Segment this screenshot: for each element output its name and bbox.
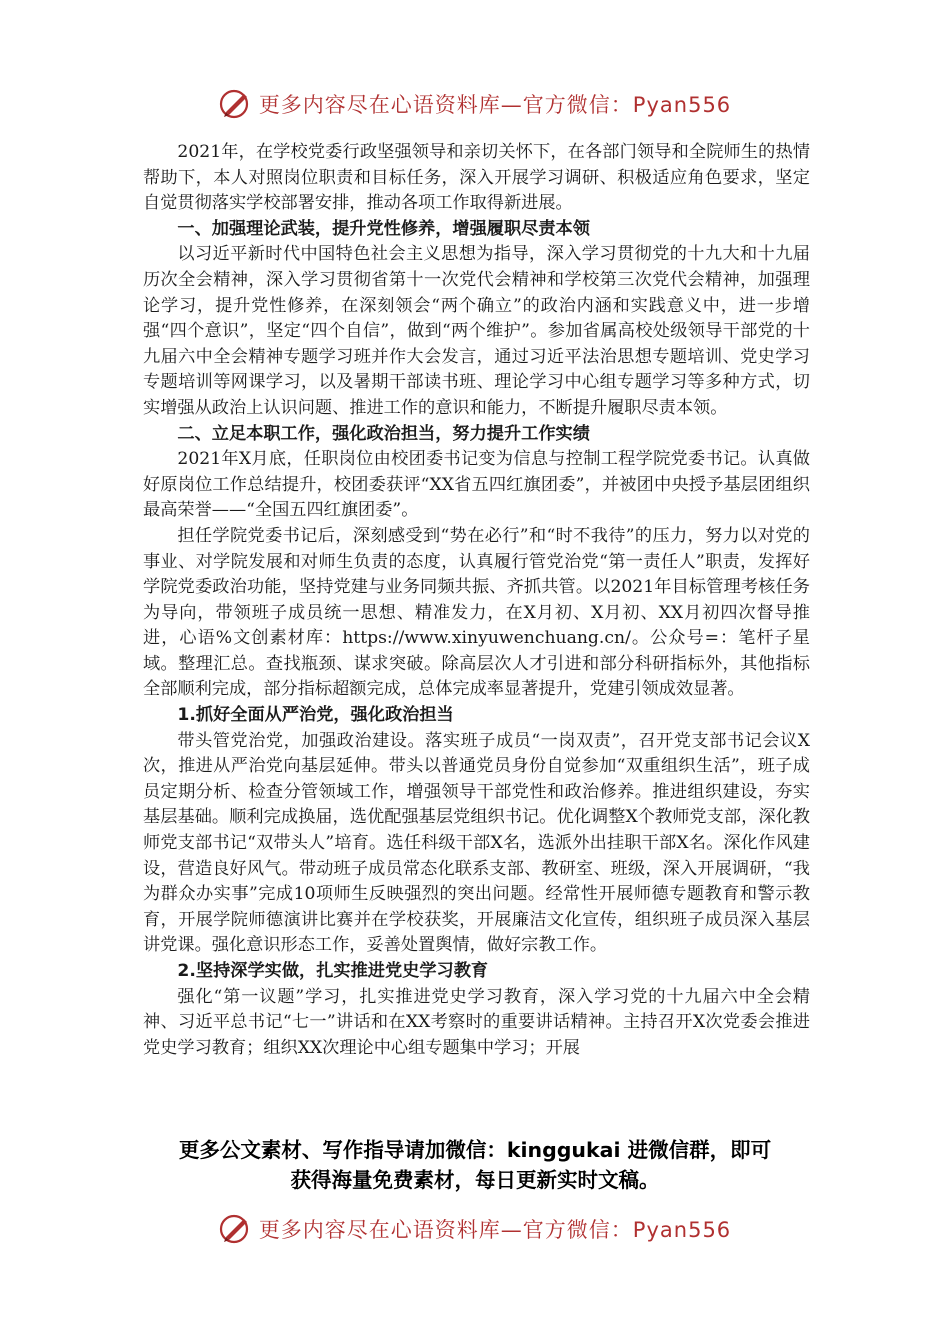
pen-logo-icon — [219, 1212, 253, 1246]
footer-promo — [0, 1135, 950, 1195]
paragraph-history-study: 强化“第一议题”学习，扎实推进党史学习教育，深入学习党的十九届六中全会精神、习近平总书记“七一”讲话和在XX考察时的重要讲话精神。主持召开X次党委会推进党史学习教育；组织XX次理论中心组专题集中学习；开展 — [143, 986, 810, 1058]
subheading-2: 2.坚持深学实做，扎实推进党史学习教育 — [177, 961, 489, 981]
footer-promo-line-1: 更多公文素材、写作指导请加微信：kinggukai 进微信群，即可 — [178, 1138, 772, 1162]
paragraph-party-governance: 带头管党治党，加强政治建设。落实班子成员“一岗双责”，召开党支部书记会议X次，推进从严治党向基层延伸。带头以普通党员身份自觉参加“双重组织生活”，班子成员定期分析、检查分管领域工作，增强领导干部党性和政治修养。推进组织建设，夯实基层基础。顺利完成换届，选优配强基层党组织书记。优化调整X个教师党支部，深化教师党支部书记“双带头人”培育。选任科级干部X名，选派外出挂职干部X名。深化作风建设，营造良好风气。带动班子成员常态化联系支部、教研室、班级，深入开展调研，“我为群众办实事”完成10项师生反映强烈的突出问题。经常性开展师德专题教育和警示教育，开展学院师德演讲比赛并在学校获奖，开展廉洁文化宣传，组织班子成员深入基层讲党课。强化意识形态工作，妥善处置舆情，做好宗教工作。 — [143, 730, 810, 956]
pen-logo-icon — [219, 87, 253, 121]
section-heading-1: 一、加强理论武装，提升党性修养，增强履职尽责本领 — [177, 218, 590, 239]
subheading-1: 1.抓好全面从严治党，强化政治担当 — [177, 705, 454, 726]
paragraph-job-change: 2021年X月底，任职岗位由校团委书记变为信息与控制工程学院党委书记。认真做好原岗位工作总结提升，校团委获评“XX省五四红旗团委”，并被团中央授予基层团组织最高荣誉——“全国五四红旗团委”。 — [143, 449, 810, 521]
footer-promo-line-2: 获得海量免费素材，每日更新实时文稿。 — [290, 1168, 660, 1192]
paragraph-theory: 以习近平新时代中国特色社会主义思想为指导，深入学习贯彻党的十九大和十九届历次全会精神，深入学习贯彻省第十一次党代会精神和学校第三次党代会精神，加强理论学习，提升党性修养，在深刻领会“两个确立”的政治内涵和实践意义中，进一步增强“四个意识”，坚定“四个自信”，做到“两个维护”。参加省属高校处级领导干部党的十九届六中全会精神专题学习班并作大会发言，通过习近平法治思想专题培训、党史学习专题培训等网课学习，以及暑期干部读书班、理论学习中心组专题学习等多种方式，切实增强从政治上认识问题、推进工作的意识和能力，不断提升履职尽责本领。 — [143, 244, 810, 418]
bottom-banner — [0, 1207, 950, 1251]
top-banner — [0, 82, 950, 126]
banner-text: 更多内容尽在心语资料库—官方微信：Pyan556 — [258, 1218, 732, 1242]
banner-text: 更多内容尽在心语资料库—官方微信：Pyan556 — [258, 93, 732, 117]
section-heading-2: 二、立足本职工作，强化政治担当，努力提升工作实绩 — [177, 423, 590, 444]
paragraph-secretary: 担任学院党委书记后，深刻感受到“势在必行”和“时不我待”的压力，努力以对党的事业、对学院发展和对师生负责的态度，认真履行管党治党“第一责任人”职责，发挥好学院党委政治功能，坚持党建与业务同频共振、齐抓共管。以2021年目标管理考核任务为导向，带领班子成员统一思想、精准发力，在X月初、X月初、XX月初四次督导推进，心语%文创素材库：https://www.xinyuwenchuang.cn/。公众号=：笔杆子星域。整理汇总。查找瓶颈、谋求突破。除高层次人才引进和部分科研指标外，其他指标全部顺利完成，部分指标超额完成，总体完成率显著提升，党建引领成效显著。 — [143, 525, 810, 700]
paragraph-intro: 2021年，在学校党委行政坚强领导和亲切关怀下，在各部门领导和全院师生的热情帮助下，本人对照岗位职责和目标任务，深入开展学习调研、积极适应角色要求，坚定自觉贯彻落实学校部署安排，推动各项工作取得新进展。 — [143, 142, 810, 214]
document-body — [143, 140, 810, 1061]
